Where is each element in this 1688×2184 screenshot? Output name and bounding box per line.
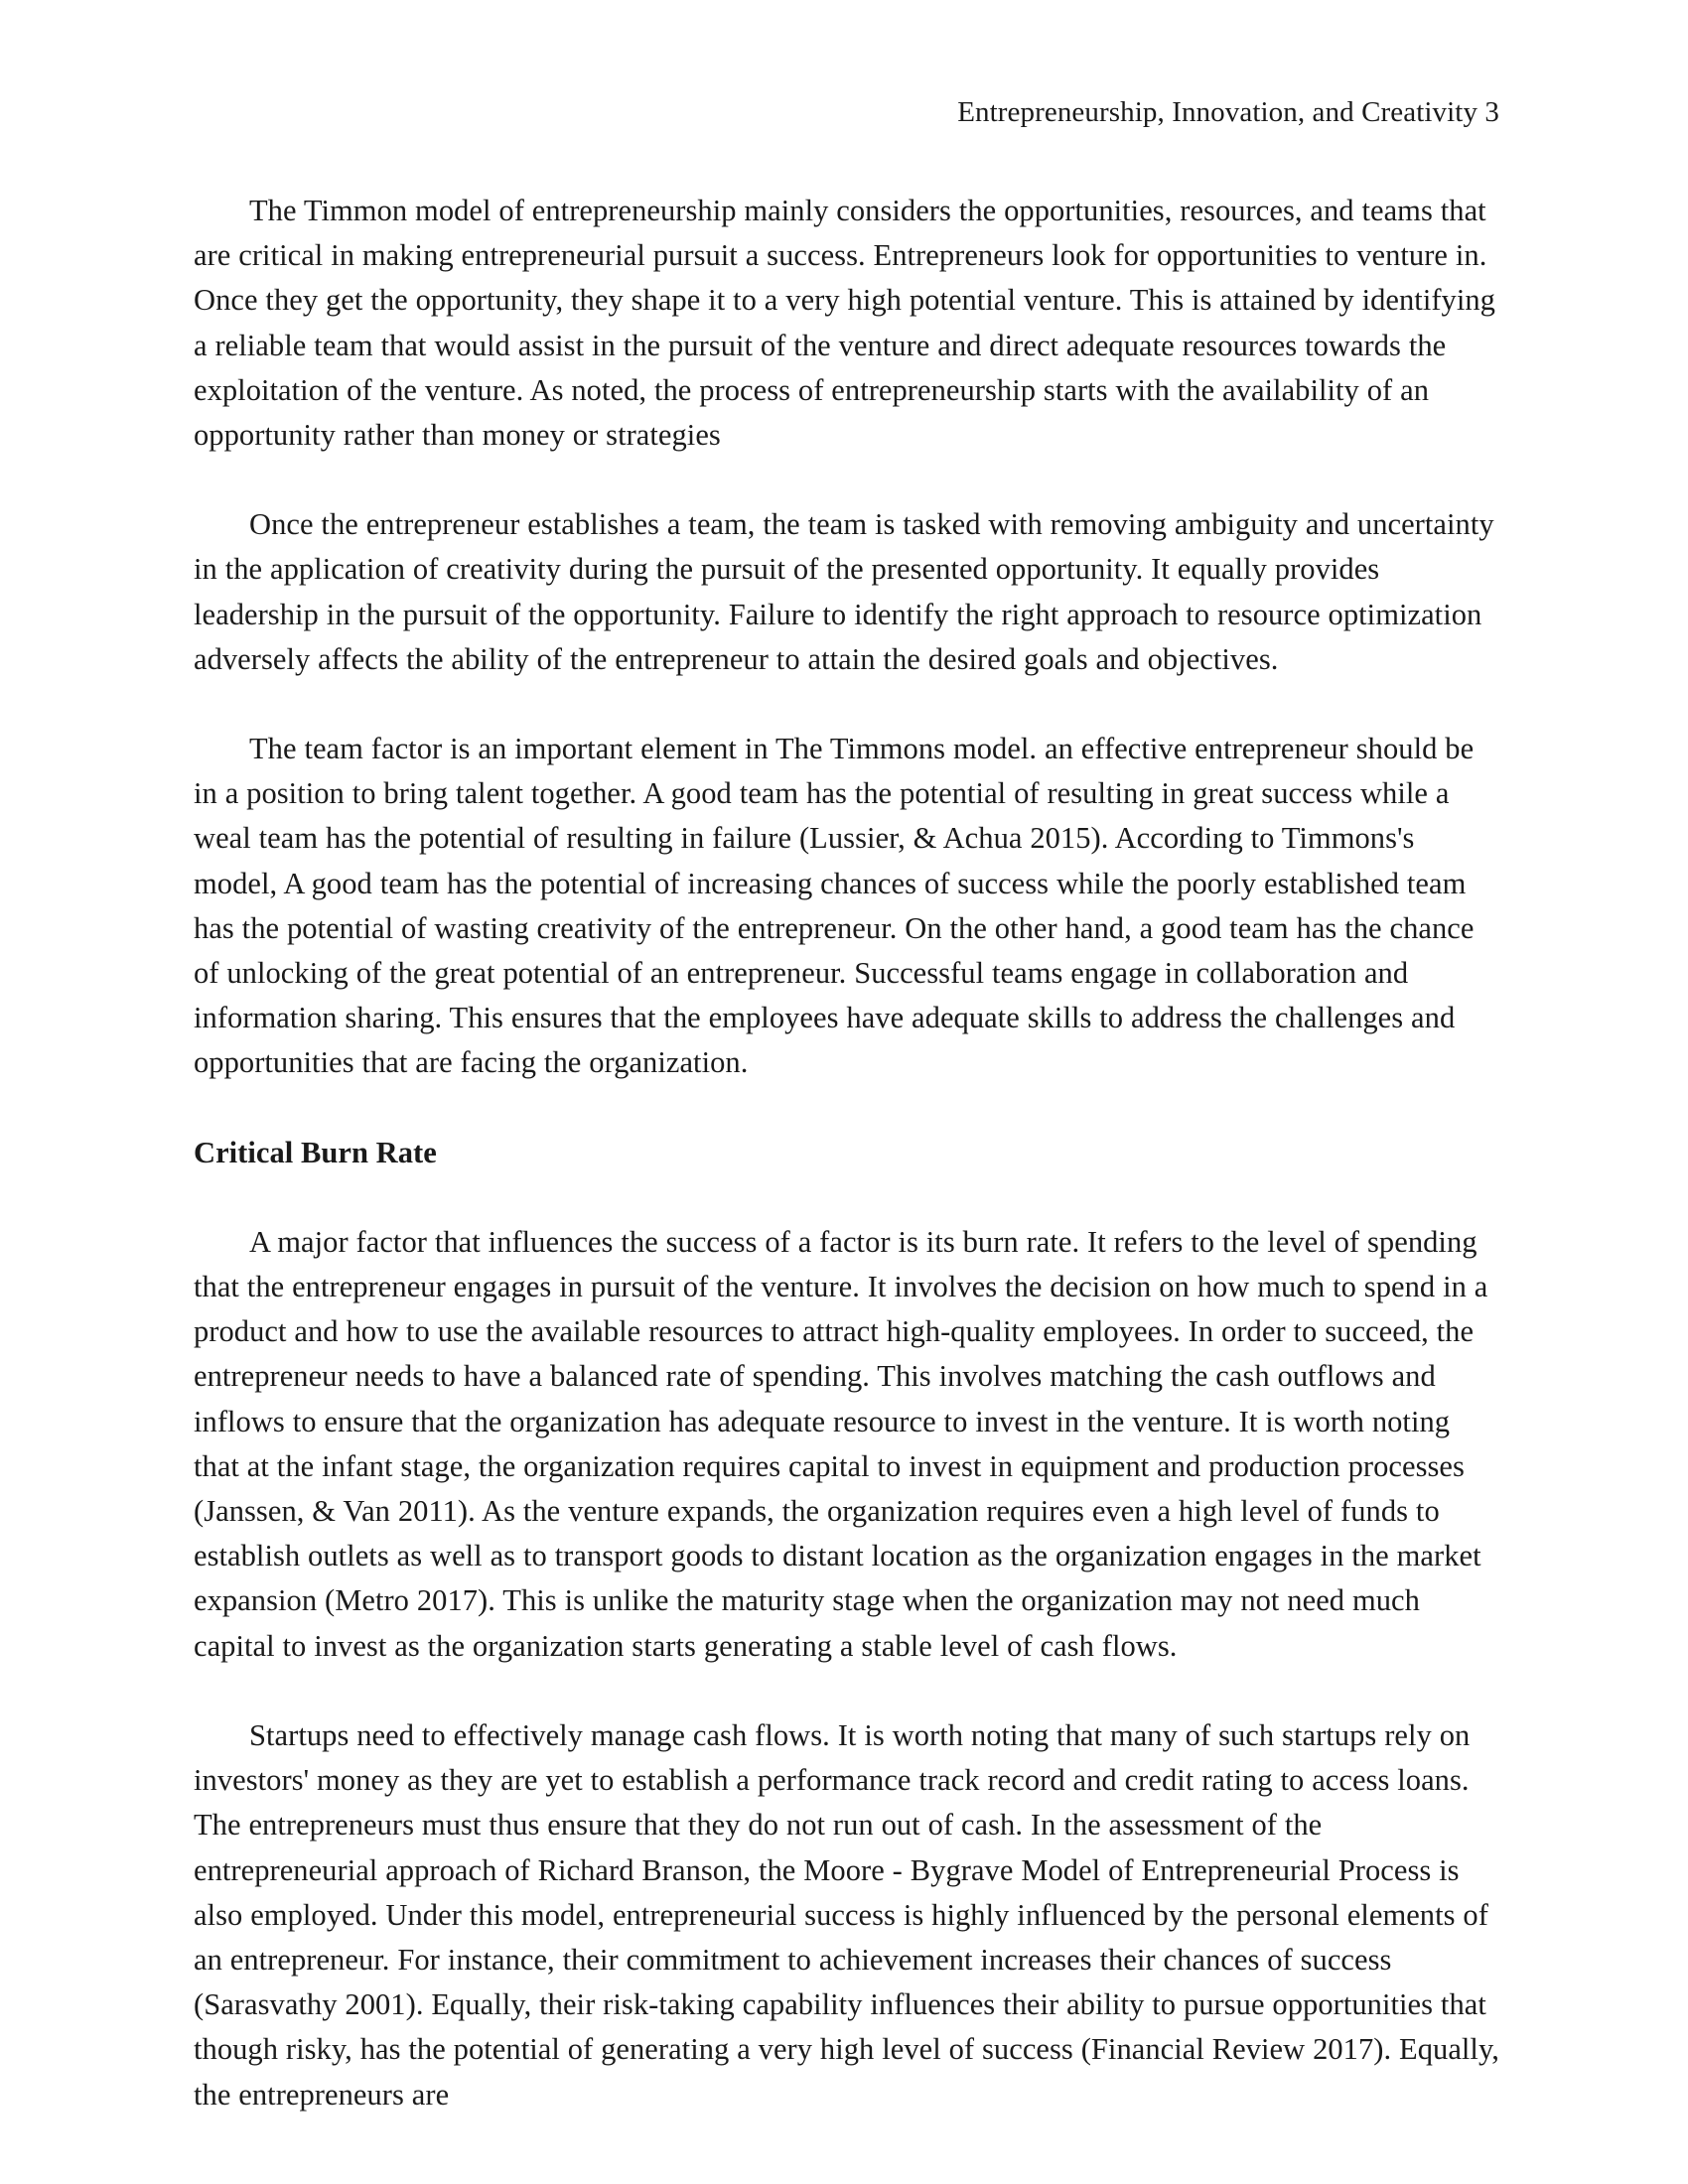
running-head: Entrepreneurship, Innovation, and Creativity 3 <box>957 96 1499 128</box>
paragraph-timmon-model: The Timmon model of entrepreneurship mainly considers the opportunities, resources, and teams that are critical in making entrepreneurial pursuit a success. Entrepreneurs look for opportunities to venture in. Once they get the opportunity, they shape it to a very high potential venture. This is attained by identifying a reliable team that would assist in the pursuit of the venture and direct adequate resources towards the exploitation of the venture. As noted, the process of entrepreneurship starts with the availability of an opportunity rather than money or strategies <box>194 194 1495 453</box>
paragraph-team-factor: The team factor is an important element in The Timmons model. an effective entrepreneur should be in a position to bring talent together. A good team has the potential of resulting in great success while a weal team has the potential of resulting in failure (Lussier, & Achua 2015). According to Timmons's model, A good team has the potential of increasing chances of success while the poorly established team has the potential of wasting creativity of the entrepreneur. On the other hand, a good team has the chance of unlocking of the great potential of an entrepreneur. Successful teams engage in collaboration and information sharing. This ensures that the employees have adequate skills to address the challenges and opportunities that are facing the organization. <box>194 732 1475 1080</box>
heading-critical-burn-rate: Critical Burn Rate <box>194 1135 437 1169</box>
document-body <box>194 189 1502 2117</box>
paragraph-startups-cash-flow: Startups need to effectively manage cash flows. It is worth noting that many of such startups rely on investors' money as they are yet to establish a performance track record and credit rating to access loans. The entrepreneurs must thus ensure that they do not run out of cash. In the assessment of the entrepreneurial approach of Richard Branson, the Moore - Bygrave Model of Entrepreneurial Process is also employed. Under this model, entrepreneurial success is highly influenced by the personal elements of an entrepreneur. For instance, their commitment to achievement increases their chances of success (Sarasvathy 2001). Equally, their risk-taking capability influences their ability to pursue opportunities that though risky, has the potential of generating a very high level of success (Financial Review 2017). Equally, the entrepreneurs are <box>194 1717 1499 2112</box>
paragraph-burn-rate: A major factor that influences the success of a factor is its burn rate. It refers to the level of spending that the entrepreneur engages in pursuit of the venture. It involves the decision on how much to spend in a product and how to use the available resources to attract high-quality employees. In order to succeed, the entrepreneur needs to have a balanced rate of spending. This involves matching the cash outflows and inflows to ensure that the organization has adequate resource to invest in the venture. It is worth noting that at the infant stage, the organization requires capital to invest in equipment and production processes (Janssen, & Van 2011). As the venture expands, the organization requires even a high level of funds to establish outlets as well as to transport goods to distant location as the organization engages in the market expansion (Metro 2017). This is unlike the maturity stage when the organization may not need much capital to invest as the organization starts generating a stable level of cash flows. <box>194 1224 1488 1663</box>
paragraph-team-ambiguity: Once the entrepreneur establishes a team, the team is tasked with removing ambiguity and uncertainty in the application of creativity during the pursuit of the presented opportunity. It equally provides leadership in the pursuit of the opportunity. Failure to identify the right approach to resource optimization adversely affects the ability of the entrepreneur to attain the desired goals and objectives. <box>194 507 1494 676</box>
